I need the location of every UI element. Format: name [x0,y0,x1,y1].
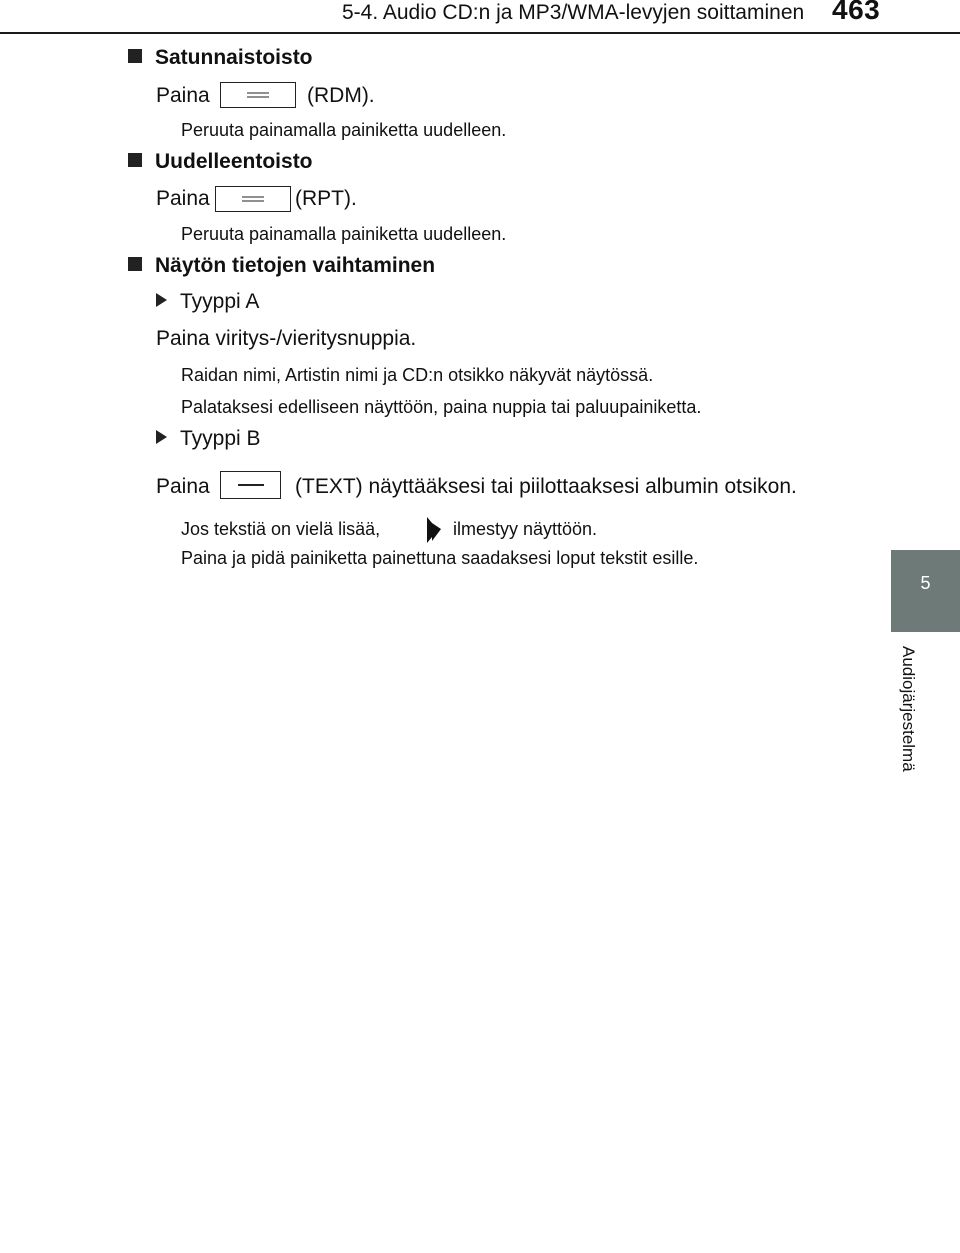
repeat-press-suffix: (RPT). [295,187,357,210]
type-a-note-1: Raidan nimi, Artistin nimi ja CD:n otsikko näkyvät näytössä. [181,365,654,385]
running-header-title: 5-4. Audio CD:n ja MP3/WMA-levyjen soittaminen [342,1,805,24]
page-number: 463 [832,0,881,25]
type-b-press-suffix: (TEXT) näyttääksesi tai piilottaaksesi albumin otsikon. [295,475,797,498]
type-b-note-1-end: ilmestyy näyttöön. [453,519,598,539]
rdm-button-icon [220,82,296,108]
square-bullet-icon [128,257,142,271]
triangle-bullet-icon [156,293,167,307]
single-line-glyph-icon [238,484,264,486]
section-heading-repeat [128,150,313,174]
type-a-instruction: Paina viritys-/vieritysnuppia. [156,327,417,350]
section-heading-display [128,254,435,278]
double-line-glyph-icon [242,197,264,202]
triangle-bullet-icon [156,430,167,444]
random-press-label: Paina [156,84,210,107]
random-note: Peruuta painamalla painiketta uudelleen. [181,120,507,140]
heading-text: Näytön tietojen vaihtaminen [155,254,436,277]
chapter-number: 5 [920,573,931,593]
square-bullet-icon [128,153,142,167]
section-heading-random [128,46,313,70]
type-b-label [156,427,261,451]
square-bullet-icon [128,49,142,63]
repeat-note: Peruuta painamalla painiketta uudelleen. [181,224,507,244]
double-line-glyph-icon [247,93,269,98]
text-button-icon [220,471,281,499]
rpt-button-icon [215,186,291,212]
more-text-pointer-icon [424,515,444,545]
heading-text: Satunnaistoisto [155,46,313,69]
chapter-label: Audiojärjestelmä [899,646,918,772]
type-a-text: Tyyppi A [180,290,260,313]
repeat-press-label: Paina [156,187,210,210]
type-a-note-2: Palataksesi edelliseen näyttöön, paina nuppia tai paluupainiketta. [181,397,702,417]
type-b-text: Tyyppi B [180,427,261,450]
type-a-label [156,290,259,314]
heading-text: Uudelleentoisto [155,150,313,173]
type-b-note-1-start: Jos tekstiä on vielä lisää, [181,519,381,539]
type-b-press-label: Paina [156,475,210,498]
header-rule [0,32,960,34]
random-press-suffix: (RDM). [307,84,375,107]
type-b-note-2: Paina ja pidä painiketta painettuna saadaksesi loput tekstit esille. [181,548,699,568]
